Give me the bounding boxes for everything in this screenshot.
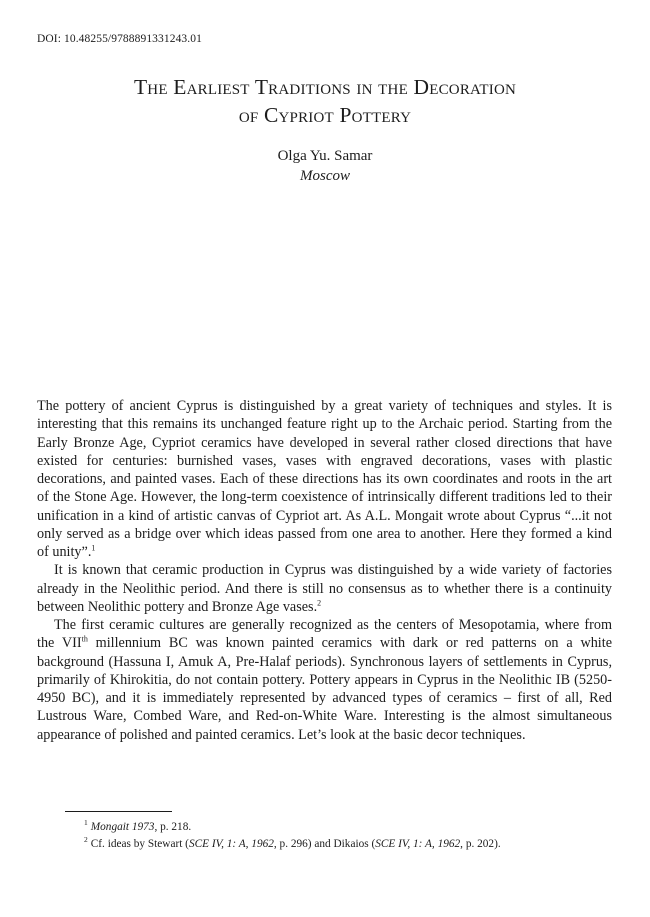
paragraph-1 (37, 397, 612, 561)
footnote-1-rest: , p. 218. (154, 821, 192, 833)
footnote-2-reference-1: SCE IV, 1: A, 1962 (188, 838, 274, 850)
paragraph-2 (37, 561, 612, 616)
paragraph-3 (37, 616, 612, 744)
footnote-divider (65, 811, 172, 812)
footnote-ref-1[interactable]: 1 (91, 543, 96, 553)
paragraph-3-text-a: The first ceramic cultures are generally recognized as the centers of Mesopotamia, where from the VII (37, 617, 612, 652)
author-name: Olga Yu. Samar (277, 148, 373, 164)
ordinal-suffix: th (81, 634, 88, 644)
footnote-1-number: 1 (84, 818, 88, 828)
footnote-2 (84, 836, 614, 853)
author-affiliation: Moscow (300, 168, 350, 184)
paragraph-1-text: The pottery of ancient Cyprus is distinguished by a great variety of techniques and styles. It is interesting that this remains its unchanged feature right up to the Archaic period. Starting from the Early Bronze Age, Cypriot ceramics have developed in several rather closed directions that have existed for centuries: burnished vases, vases with engraved decorations, vases with plastic decorations, and painted vases. Each of these directions has its own coordinates and roots in the art of the Stone Age. However, the long-term coexistence of intrinsically different traditions led to their unification in a kind of artistic canvas of Cypriot art. As A.L. Mongait wrote about Cyprus “...it not only served as a bridge over which ideas passed from one area to another. Here they formed a kind of unity”. (37, 398, 612, 560)
footnote-2-text-b: , p. 296) and Dikaios ( (273, 838, 376, 850)
footnote-2-number: 2 (84, 835, 88, 845)
paragraph-3-text-b: millennium BC was known painted ceramics with dark or red patterns on a white background (Hassuna I, Amuk A, Pre-Halaf periods). Synchronous layers of settlements in Cyprus, primarily of Khirokitia, do not contain pottery. Pottery appears in Cyprus in the Neolithic IB (5250-4950 BC), and it is immediately represented by advanced types of ceramics – first of all, Red Lustrous Ware, Combed Ware, and Red-on-White Ware. Interesting is the almost simultaneous appearance of polished and painted ceramics. Let’s look at the basic decor techniques. (37, 635, 612, 743)
footnote-1 (84, 819, 614, 836)
paragraph-2-text: It is known that ceramic production in Cyprus was distinguished by a wide variety of factories already in the Neolithic period. And there is still no consensus as to whether there is a continuity between Neolithic pottery and Bronze Age vases. (37, 562, 612, 615)
doi-line: DOI: 10.48255/9788891331243.01 (37, 33, 202, 45)
footnote-ref-2[interactable]: 2 (317, 598, 322, 608)
footnote-2-text-a: Cf. ideas by Stewart ( (90, 838, 189, 850)
footnote-2-text-c: , p. 202). (460, 838, 501, 850)
footnote-2-reference-2: SCE IV, 1: A, 1962 (375, 838, 461, 850)
footnotes (84, 819, 614, 853)
paper-title-line-1: The Earliest Traditions in the Decoration (133, 75, 517, 99)
footnote-1-reference: Mongait 1973 (90, 821, 155, 833)
body-text (37, 397, 612, 744)
paper-title-line-2: of Cypriot Pottery (238, 103, 412, 127)
